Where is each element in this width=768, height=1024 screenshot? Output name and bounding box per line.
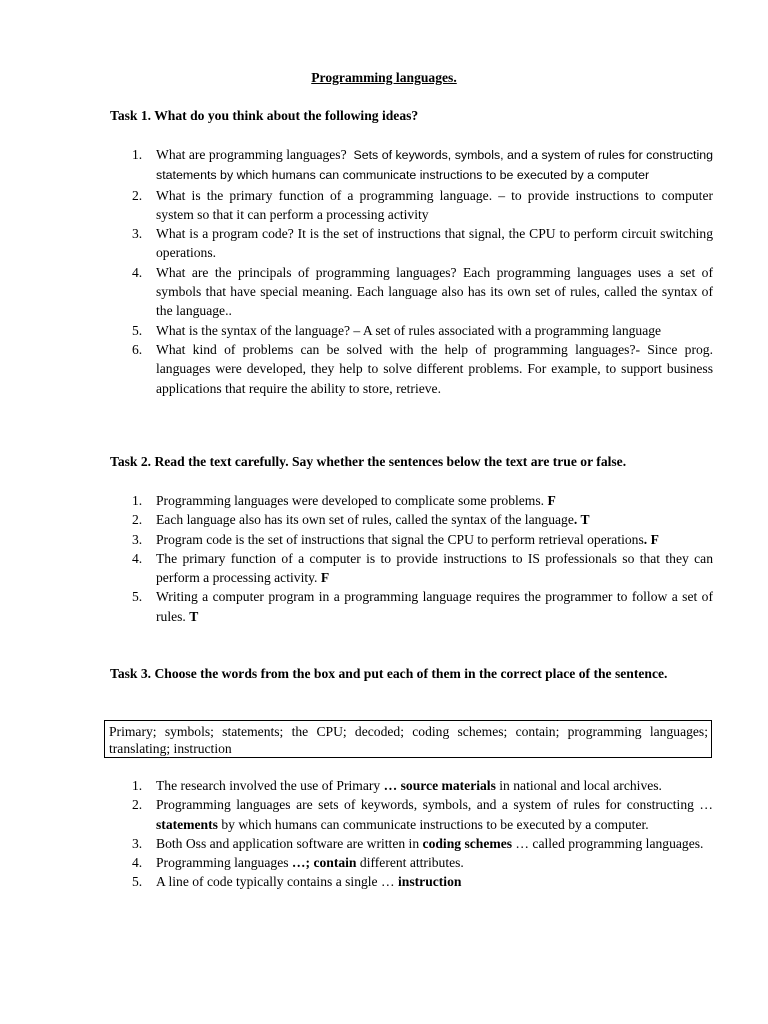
task3-item: [110, 853, 713, 872]
item-number: 2.: [132, 797, 143, 813]
item-question: What are programming languages?: [156, 147, 347, 162]
task2-item: [110, 510, 713, 529]
task3-heading: Task 3. Choose the words from the box and put each of them in the correct place of the sentence.: [110, 666, 668, 681]
item-answer: … source materials: [383, 778, 496, 793]
task3-item: [110, 776, 713, 795]
item-number: 2.: [132, 187, 143, 203]
item-text: What is the syntax of the language? – A set of rules associated with a programming language: [156, 322, 662, 338]
item-number: 4.: [132, 855, 143, 871]
item-number: 6.: [132, 341, 143, 357]
answer-mark: F: [320, 570, 330, 586]
item-text-after: in national and local archives.: [495, 778, 662, 793]
item-text: Each language also has its own set of rules, called the syntax of the language: [156, 512, 574, 528]
task2-item: [110, 530, 713, 549]
item-number: 2.: [132, 512, 143, 528]
item-text: What is a program code? It is the set of instructions that signal, the CPU to perform circuit switching operations.: [156, 226, 713, 261]
task1-item: [110, 321, 713, 340]
task1-list: [110, 145, 713, 398]
item-number: 1.: [132, 493, 143, 508]
item-text-after: … called programming languages.: [512, 835, 704, 851]
task2-item: [110, 587, 713, 626]
item-answer: Sets of keywords, symbols, and a system of rules for constructing statements by which humans can communicate instructions to be executed by a computer: [156, 148, 713, 183]
task1-item: [110, 145, 713, 186]
item-text-after: by which humans can communicate instructions to be executed by a computer.: [217, 816, 649, 832]
item-text-before: The research involved the use of Primary: [156, 778, 384, 793]
item-text: What are the principals of programming languages? Each programming languages uses a set of symbols that have special meaning. Each language also has its own set of rules, called the syntax of the language..: [156, 264, 713, 319]
item-text-before: Programming languages are sets of keywords, symbols, and a system of rules for constructing …: [156, 797, 713, 813]
item-number: 3.: [132, 835, 143, 851]
item-text: What kind of problems can be solved with the help of programming languages?- Since prog. languages were developed, they help to solve different problems. For example, to support business applications that require the ability to store, retrieve.: [156, 341, 713, 396]
answer-mark: F: [547, 493, 556, 508]
task3-item: [110, 834, 713, 853]
task3-item: [110, 872, 713, 891]
item-number: 3.: [132, 531, 143, 547]
task1-heading: Task 1. What do you think about the following ideas?: [110, 108, 419, 123]
page-title: Programming languages.: [311, 70, 457, 85]
task3-item: [110, 795, 713, 834]
item-text: The primary function of a computer is to provide instructions to IS professionals so that they can perform a processing activity.: [156, 550, 713, 586]
item-text: Programming languages were developed to complicate some problems.: [156, 493, 548, 508]
item-number: 5.: [132, 874, 143, 890]
item-text-before: Programming languages: [156, 855, 292, 871]
item-number: 4.: [132, 550, 143, 566]
answer-mark: . F: [643, 531, 659, 547]
task2-item: [110, 491, 713, 510]
task1-item: [110, 263, 713, 321]
task1-item: [110, 340, 713, 398]
task2-list: [110, 491, 713, 626]
task2-heading: Task 2. Read the text carefully. Say whether the sentences below the text are true or false.: [110, 454, 627, 469]
item-text: What is the primary function of a programming language. – to provide instructions to computer system so that it can perform a processing activity: [156, 187, 713, 222]
item-text-before: Both Oss and application software are written in: [156, 835, 423, 851]
item-text: Program code is the set of instructions that signal the CPU to perform retrieval operations: [156, 531, 644, 547]
item-number: 4.: [132, 264, 143, 280]
item-number: 1.: [132, 147, 143, 162]
task1-item: [110, 224, 713, 263]
item-answer: instruction: [398, 874, 462, 890]
item-text-before: A line of code typically contains a single …: [156, 874, 398, 890]
answer-mark: T: [189, 608, 199, 624]
item-text-after: different attributes.: [356, 855, 464, 871]
item-number: 5.: [132, 589, 143, 605]
word-box: Primary; symbols; statements; the CPU; decoded; coding schemes; contain; programming languages; translating; instruction: [104, 720, 712, 758]
answer-mark: . T: [573, 512, 590, 528]
task2-item: [110, 549, 713, 588]
item-number: 1.: [132, 778, 143, 793]
item-text: Writing a computer program in a programming language requires the programmer to follow a set of rules.: [156, 589, 713, 624]
item-answer: statements: [156, 816, 218, 832]
item-answer: coding schemes: [422, 835, 513, 851]
item-number: 3.: [132, 226, 143, 242]
item-number: 5.: [132, 322, 143, 338]
task3-list: [110, 776, 713, 892]
item-answer: …; contain: [291, 855, 357, 871]
task1-item: [110, 186, 713, 225]
